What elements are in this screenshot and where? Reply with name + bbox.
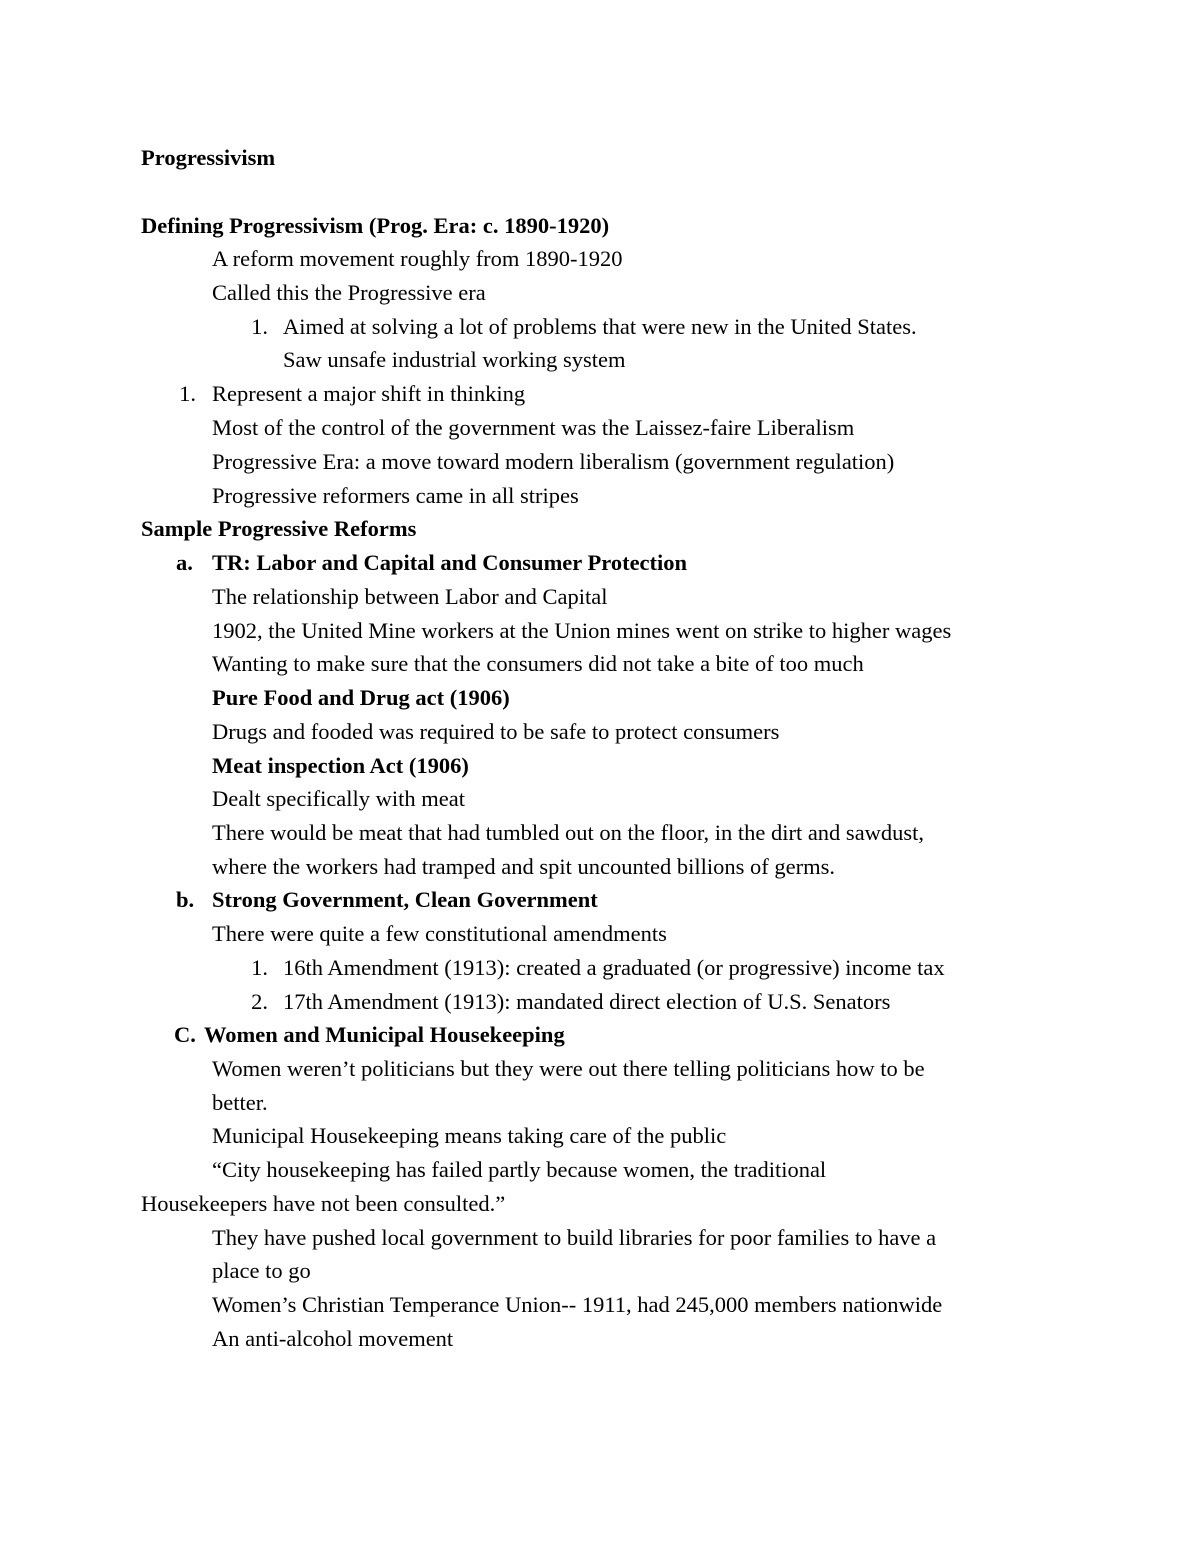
list-number: 2. — [251, 989, 268, 1014]
subsection-heading-tr: TR: Labor and Capital and Consumer Protection — [212, 550, 688, 575]
text-line: They have pushed local government to build libraries for poor families to have a — [212, 1225, 937, 1250]
list-number: 1. — [251, 955, 268, 980]
text-line: 1902, the United Mine workers at the Union mines went on strike to higher wages — [212, 618, 952, 643]
text-line: Dealt specifically with meat — [212, 786, 466, 811]
list-item-text: Aimed at solving a lot of problems that were new in the United States. — [283, 314, 917, 339]
text-line: Wanting to make sure that the consumers did not take a bite of too much — [212, 651, 864, 676]
act-heading-pure-food: Pure Food and Drug act (1906) — [212, 685, 510, 710]
subsection-heading-women: Women and Municipal Housekeeping — [204, 1022, 565, 1047]
text-line: where the workers had tramped and spit uncounted billions of germs. — [212, 854, 835, 879]
list-item-text: 16th Amendment (1913): created a graduated (or progressive) income tax — [283, 955, 945, 980]
text-line: Women weren’t politicians but they were out there telling politicians how to be — [212, 1056, 925, 1081]
quote-line: “City housekeeping has failed partly because women, the traditional — [212, 1157, 827, 1182]
list-number: 1. — [251, 314, 268, 339]
text-line: Progressive Era: a move toward modern liberalism (government regulation) — [212, 449, 895, 474]
list-marker-c: C. — [174, 1022, 196, 1047]
text-line: Drugs and fooded was required to be safe to protect consumers — [212, 719, 780, 744]
subsection-heading-government: Strong Government, Clean Government — [212, 887, 598, 912]
list-item-text: 17th Amendment (1913): mandated direct election of U.S. Senators — [283, 989, 891, 1014]
section-heading-reforms: Sample Progressive Reforms — [141, 516, 417, 541]
text-line: Most of the control of the government was the Laissez-faire Liberalism — [212, 415, 855, 440]
text-line: Municipal Housekeeping means taking care of the public — [212, 1123, 727, 1148]
act-heading-meat-inspection: Meat inspection Act (1906) — [212, 753, 469, 778]
list-marker-a: a. — [176, 550, 193, 575]
text-line: There were quite a few constitutional amendments — [212, 921, 667, 946]
list-item-text: Represent a major shift in thinking — [212, 381, 526, 406]
document-title: Progressivism — [141, 145, 276, 170]
list-number: 1. — [179, 381, 196, 406]
quote-line: Housekeepers have not been consulted.” — [141, 1191, 506, 1216]
text-line: There would be meat that had tumbled out on the floor, in the dirt and sawdust, — [212, 820, 925, 845]
text-line: Called this the Progressive era — [212, 280, 486, 305]
text-line: A reform movement roughly from 1890-1920 — [212, 246, 623, 271]
text-line: place to go — [212, 1258, 311, 1283]
text-line: Women’s Christian Temperance Union-- 1911, had 245,000 members nationwide — [212, 1292, 943, 1317]
list-marker-b: b. — [176, 887, 195, 912]
section-heading-defining: Defining Progressivism (Prog. Era: c. 1890-1920) — [141, 213, 610, 238]
text-line: Progressive reformers came in all stripes — [212, 483, 579, 508]
text-line: An anti-alcohol movement — [212, 1326, 454, 1351]
text-line: better. — [212, 1090, 268, 1115]
text-line: Saw unsafe industrial working system — [283, 347, 626, 372]
text-line: The relationship between Labor and Capital — [212, 584, 608, 609]
